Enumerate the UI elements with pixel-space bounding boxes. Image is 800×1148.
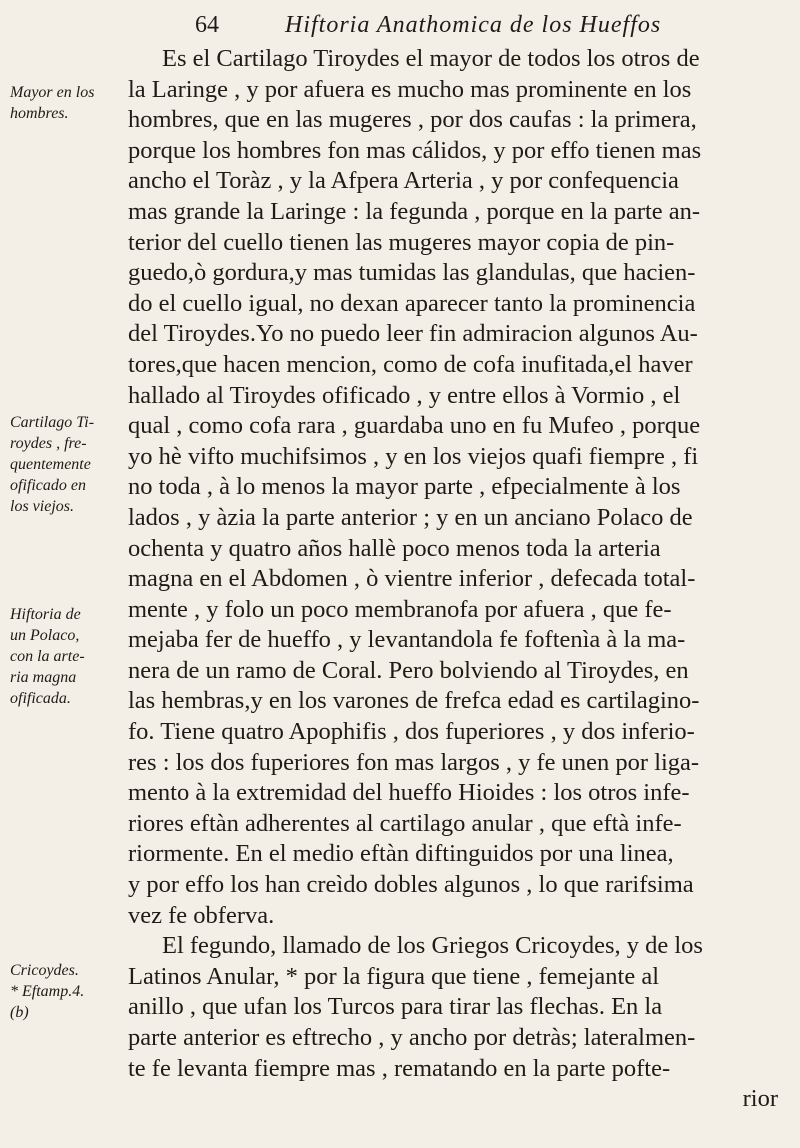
marginal-note-line: un Polaco, (10, 627, 80, 644)
text-line: no toda , à lo menos la mayor parte , efpecialmente à los (128, 473, 681, 501)
text-line: riormente. En el medio eftàn diftinguidos por una linea, (128, 840, 674, 868)
text-line: mejaba fer de hueffo , y levantandola fe foftenìa à la ma- (128, 626, 686, 654)
marginal-note (10, 412, 122, 517)
text-line: tores,que hacen mencion, como de cofa inufitada,el haver (128, 350, 693, 378)
text-line: lados , y àzia la parte anterior ; y en un anciano Polaco de (128, 503, 693, 531)
text-line: El fegundo, llamado de los Griegos Cricoydes, y de los (162, 932, 703, 960)
marginal-note (10, 604, 122, 709)
marginal-note-line: Hiftoria de (10, 606, 81, 623)
marginal-note-line: ofificada. (10, 690, 71, 707)
text-line: mas grande la Laringe : la fegunda , porque en la parte an- (128, 197, 701, 225)
marginal-note-line: ofificado en (10, 477, 86, 494)
text-line: nera de un ramo de Coral. Pero bolviendo al Tiroydes, en (128, 656, 689, 684)
marginal-note-line: con la arte- (10, 648, 85, 665)
text-line: fo. Tiene quatro Apophifis , dos fuperiores , y dos inferio- (128, 718, 695, 746)
text-line: te fe levanta fiempre mas , rematando en la parte pofte- (128, 1054, 671, 1082)
catchword: rior (742, 1085, 778, 1113)
text-line: mento à la extremidad del hueffo Hioides : los otros infe- (128, 779, 690, 807)
marginal-note-line: hombres. (10, 105, 69, 122)
marginal-note-line: los viejos. (10, 498, 74, 515)
text-line: res : los dos fuperiores fon mas largos , y fe unen por liga- (128, 748, 700, 776)
text-line: guedo,ò gordura,y mas tumidas las glandulas, que hacien- (128, 259, 696, 287)
text-line: qual , como cofa rara , guardaba uno en fu Mufeo , porque (128, 412, 701, 440)
marginal-note-line: ria magna (10, 669, 77, 686)
marginal-note-line: (b) (10, 1004, 29, 1021)
text-line: y por effo los han creìdo dobles algunos , lo que rarifsima (128, 871, 694, 899)
text-line: terior del cuello tienen las mugeres mayor copia de pin- (128, 228, 675, 256)
marginal-note-line: Mayor en los (10, 84, 95, 101)
text-line: las hembras,y en los varones de frefca edad es cartilagino- (128, 687, 700, 715)
text-line: do el cuello igual, no dexan aparecer tanto la prominencia (128, 289, 696, 317)
marginal-note-line: quentemente (10, 456, 91, 473)
text-line: la Laringe , y por afuera es mucho mas prominente en los (128, 75, 692, 103)
text-line: mente , y folo un poco membranofa por afuera , que fe- (128, 595, 672, 623)
text-line: ochenta y quatro años hallè poco menos toda la arteria (128, 534, 661, 562)
text-line: Latinos Anular, * por la figura que tiene , femejante al (128, 962, 660, 990)
marginal-note-line: Cricoydes. (10, 962, 79, 979)
page-header (195, 12, 775, 46)
text-line: yo hè vifto muchifsimos , y en los viejos quafi fiempre , fi (128, 442, 699, 470)
running-title: Hiftoria Anathomica de los Hueffos (285, 12, 662, 38)
marginal-note (10, 82, 122, 124)
text-line: hombres, que en las mugeres , por dos caufas : la primera, (128, 106, 697, 134)
text-line: Es el Cartilago Tiroydes el mayor de todos los otros de (162, 45, 700, 72)
marginal-note-line: roydes , fre- (10, 435, 87, 452)
marginal-note-line: Cartilago Ti- (10, 414, 95, 431)
text-line: del Tiroydes.Yo no puedo leer fin admiracion algunos Au- (128, 320, 698, 348)
page-number: 64 (195, 12, 219, 38)
text-line: vez fe obferva. (128, 901, 275, 929)
text-line: parte anterior es eftrecho , y ancho por detràs; lateralmen- (128, 1024, 696, 1051)
text-line: anillo , que ufan los Turcos para tirar las flechas. En la (128, 993, 663, 1021)
text-line: porque los hombres fon mas cálidos, y por effo tienen mas (128, 136, 702, 164)
text-line: magna en el Abdomen , ò vientre inferior , defecada total- (128, 565, 696, 593)
body-text (128, 44, 778, 1115)
text-line: riores eftàn adherentes al cartilago anular , que eftà infe- (128, 809, 682, 837)
marginal-note (10, 960, 122, 1023)
text-line: hallado al Tiroydes ofificado , y entre ellos à Vormio , el (128, 381, 681, 409)
text-line: ancho el Toràz , y la Afpera Arteria , y por confequencia (128, 167, 679, 195)
marginal-note-line: * Eftamp.4. (10, 983, 85, 1000)
